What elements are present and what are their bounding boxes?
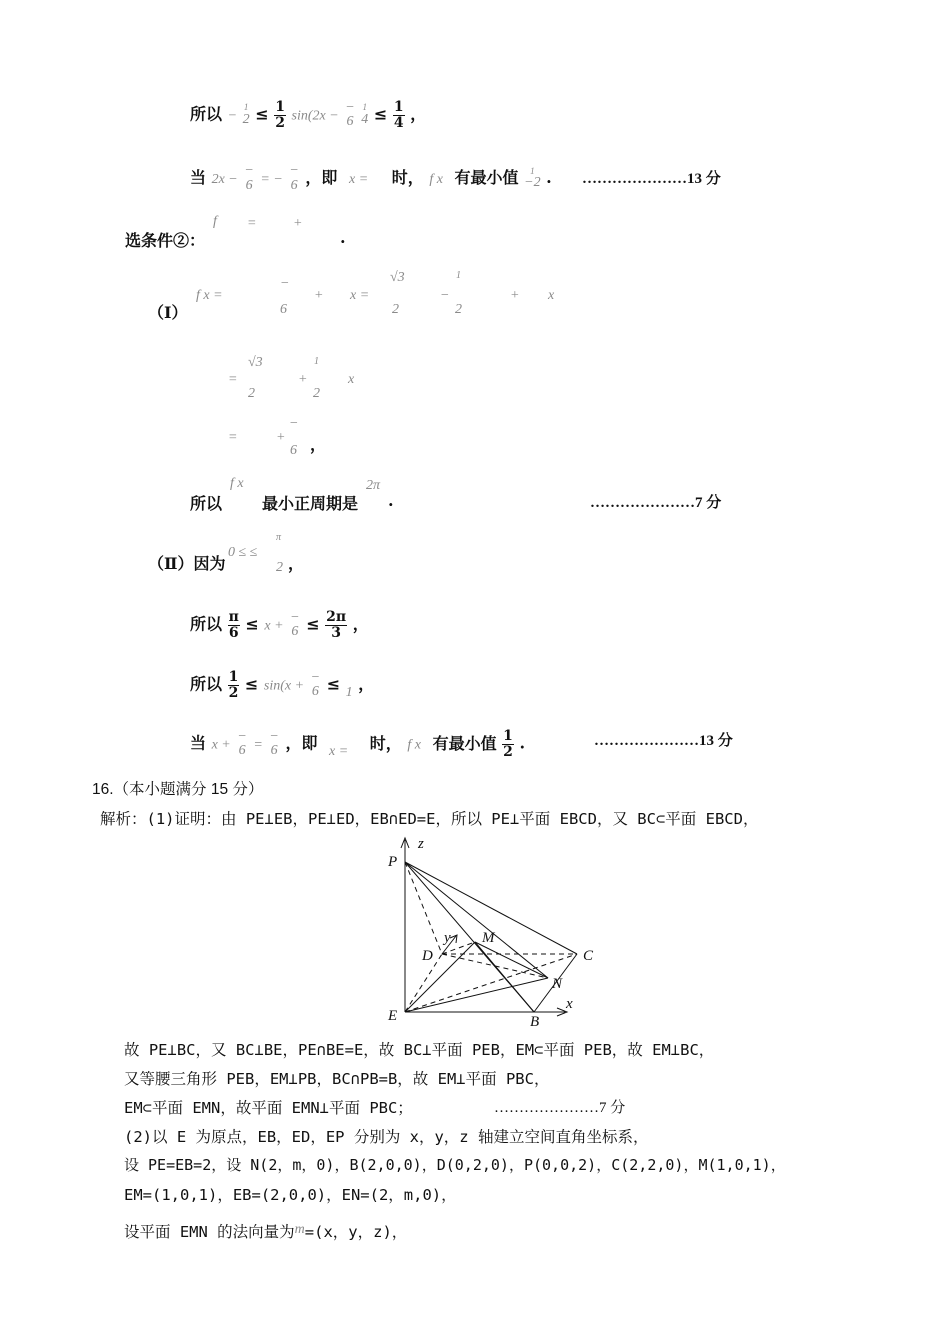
math-minus: − [227,108,238,124]
frac-pi6: − 6 [289,163,299,193]
q16-line6: 设 PE=EB=2，设 N(2，m，0)，B(2,0,0)，D(0,2,0)，P(0,0,2)，C(2,2,0)，M(1,0,1)， [124,1156,786,1174]
text-prefix: 设平面 EMN 的法向量为 [124,1223,295,1241]
text-prefix: 所以 [190,614,223,634]
score-13a: …………………13 分 [582,171,721,187]
math-plus: + [510,288,520,303]
frac-half: $\frac{1}{2}$ [275,99,285,131]
edge-PD [405,862,442,954]
part2-label: （Ⅱ）因为 [148,554,226,573]
math-eq: = − [260,172,283,188]
dot: . [340,228,346,247]
text-min: 有最小值 [454,168,519,188]
math-x: x [548,288,555,303]
math-fx: f x [230,476,244,491]
leq-symbol: ≤ [244,674,259,694]
edge-EM [405,942,475,1012]
text-min: 有最小值 [432,733,497,753]
math-2: 2 [392,302,399,317]
dot: . [388,491,394,510]
comma: ， [310,435,327,454]
label-x: x [566,996,573,1012]
cond2-line [125,214,346,251]
comma: ， [288,554,305,573]
dot: . [519,733,526,753]
pyramid-figure [380,832,610,1032]
comma: ， [358,674,375,694]
math-x-plus: x + [211,737,231,753]
frac-pi6: − 6 [244,163,254,193]
math-minus: − [440,288,450,303]
math-plus: + [298,372,308,387]
score-7a: …………………7 分 [590,495,722,511]
math-6: 6 [280,302,287,317]
label-N: N [552,976,563,992]
cond2-label: 选条件②： [125,231,206,250]
label-C: C [583,948,594,964]
q16-line3: 又等腰三角形 PEB，EM⊥PB，BC∩PB=B，故 EM⊥平面 PBC， [124,1070,550,1088]
math-eq: = [253,737,263,753]
math-sin: sin(2x − [291,108,339,124]
frac-pi6: − 6 [345,99,355,130]
text-period: 最小正周期是 [262,494,359,513]
label-z: z [418,836,424,852]
label-y: y [444,930,451,946]
part2-line1 [190,610,369,640]
text-prefix: 所以 [190,494,223,513]
label-B: B [530,1014,540,1030]
math-cond: 0 ≤ ≤ [228,545,258,560]
math-sin: sin(x + [263,678,305,694]
math-eq: = [247,216,257,231]
frac-neg-half: 1 2 [242,102,250,127]
math-1: 1 [314,356,319,367]
label-P: P [388,854,398,870]
leq-symbol: ≤ [255,104,269,124]
math-eq: = [228,430,238,445]
math-1: 1 [345,684,353,700]
frac-quarter-gray: 1 4 [361,102,369,127]
math-x: x = [348,172,369,188]
q16-line7: EM=(1,0,1)，EB=(2,0,0)，EN=(2，m,0)， [124,1186,457,1204]
q16-title: 16.（本小题满分 15 分） [92,781,264,798]
math-eq: = [228,372,238,387]
dot: . [546,168,552,188]
cond1-line2 [190,164,552,193]
comma: ， [410,104,427,124]
math-plus: + [314,288,324,303]
math-1: 1 [456,270,461,281]
math-f: f [213,214,217,229]
frac-pi6-gray: − 6 [310,669,321,700]
part2-line3 [190,729,525,759]
label-M: M [482,930,495,946]
text-prefix: 当 [190,733,207,753]
frac-pi6-gray: − 6 [269,728,279,759]
q16-line2: 故 PE⊥BC，又 BC⊥BE，PE∩BE=E，故 BC⊥平面 PEB，EM⊂平面 PEB，故 EM⊥BC， [124,1041,715,1059]
score-13b: …………………13 分 [594,733,733,749]
text-ji: ，即 [305,168,338,188]
math-pi: π [276,532,282,543]
math-2pi: 2π [366,478,381,493]
q16-line5: (2)以 E 为原点，EB，ED，EP 分别为 x，y，z 轴建立空间直角坐标系， [124,1128,649,1146]
edge-MB [475,942,534,1012]
frac-pi6: $\frac{\pi}{6}$ [228,609,239,641]
text-prefix: 所以 [190,674,223,694]
math-minus: − [280,276,290,291]
leq-symbol: ≤ [245,614,259,634]
score-7b: …………………7 分 [494,1100,626,1116]
frac-2pi3: $\frac{2\pi}{3}$ [326,609,347,641]
text-when: 时， [369,733,402,753]
math-root3: √3 [248,355,263,370]
part1-label: （Ⅰ） [148,303,188,322]
vector-m: m [294,1222,305,1237]
text-prefix: 当 [190,168,207,188]
math-2: 2 [248,386,255,401]
text-suffix: =(x，y，z)， [304,1223,408,1241]
edge-MN [475,942,548,978]
math-x-plus: x + [264,618,284,634]
math-fx: f x [429,172,443,188]
cond1-line1 [190,100,426,130]
comma: ， [352,614,369,634]
math-plus: + [293,216,303,231]
math-x-eq: x = [329,743,349,759]
edge-EN [405,978,548,1012]
leq-symbol: ≤ [306,614,320,634]
label-D: D [422,948,433,964]
math-2: 2 [313,386,320,401]
math-x-eq: x = [350,288,370,303]
q16-line4: EM⊂平面 EMN，故平面 EMN⊥平面 PBC； [124,1099,413,1117]
leq-symbol: ≤ [326,674,341,694]
q16-line1: 解析：(1)证明：由 PE⊥EB，PE⊥ED，EB∩ED=E，所以 PE⊥平面 EBCD，又 BC⊂平面 EBCD， [100,810,759,828]
math-2: 2 [276,560,283,575]
label-E: E [388,1008,398,1024]
math-2: 2 [455,302,462,317]
math-plus: + [276,430,286,445]
text-prefix: 所以 [190,104,223,124]
math-2x: 2x − [211,172,238,188]
math-6: 6 [290,443,297,458]
text-ji: ，即 [285,733,318,753]
part1-period-line [190,491,222,514]
frac-half: $\frac{1}{2}$ [228,669,239,701]
text-when: 时， [391,168,424,188]
q16-line8 [124,1220,407,1242]
math-fx-eq: f x = [196,288,223,303]
frac-quarter: $\frac{1}{4}$ [393,99,404,131]
math-root3: √3 [390,270,405,285]
edge-DN [442,954,548,978]
leq-symbol: ≤ [373,104,388,124]
frac-neg-half: 1 −2 [524,165,541,191]
frac-half: $\frac{1}{2}$ [503,728,513,760]
part2-line2 [190,670,374,700]
math-x: x [348,372,355,387]
math-fx: f x [407,737,421,753]
frac-pi6-gray: − 6 [237,728,247,759]
frac-pi6-gray: − 6 [290,609,300,640]
